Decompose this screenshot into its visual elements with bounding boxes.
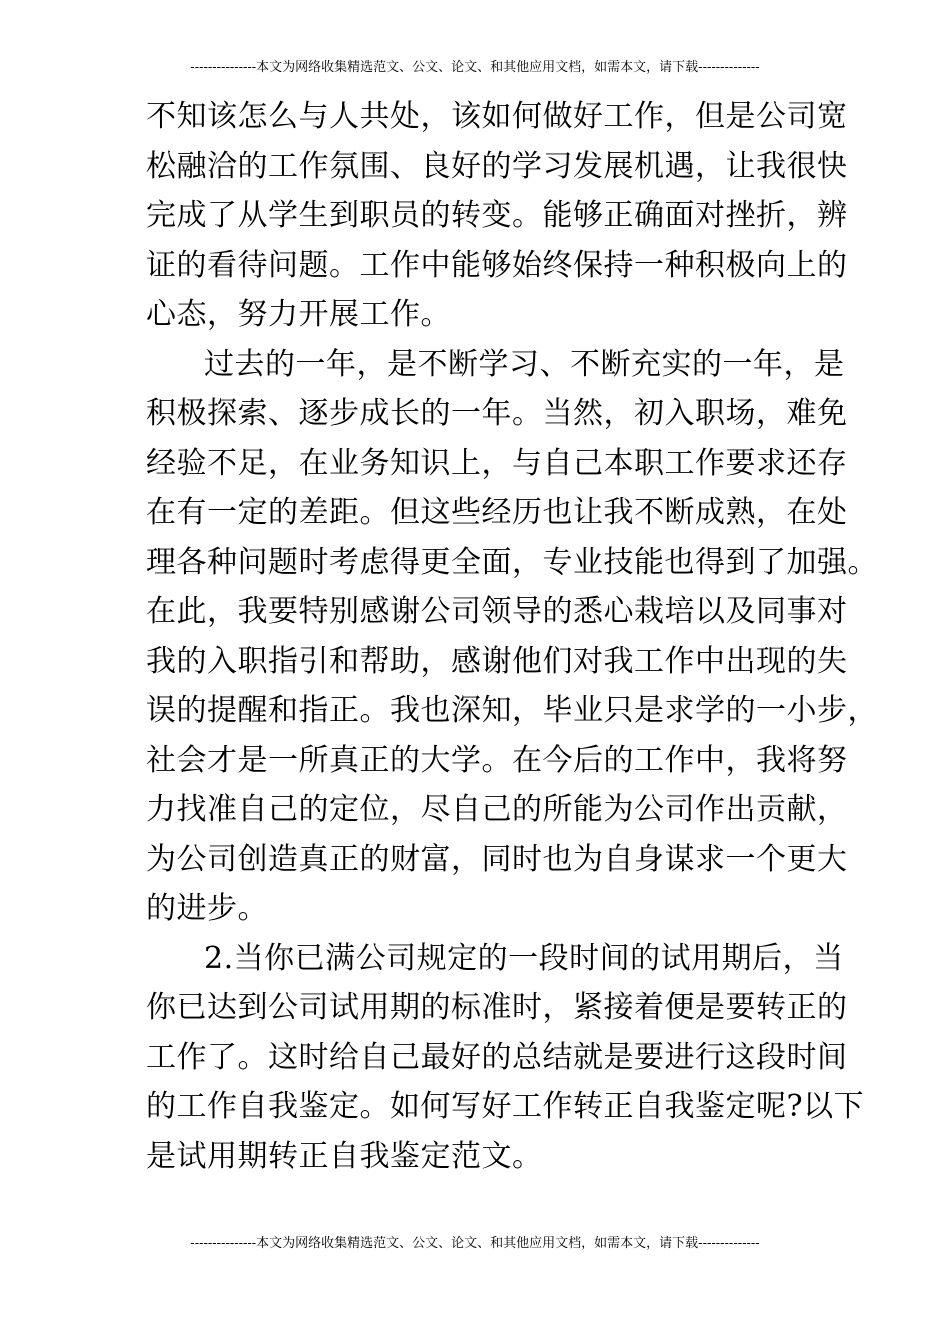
paragraph-start-line: 2.当你已满公司规定的一段时间的试用期后，当 (204, 940, 844, 976)
text-line: 的工作自我鉴定。如何写好工作转正自我鉴定呢?以下 (146, 1089, 865, 1124)
text-line: 我的入职指引和帮助，感谢他们对我工作中出现的失 (146, 643, 848, 679)
text-line: 工作了。这时给自己最好的总结就是要进行这段时间 (146, 1039, 848, 1075)
header-note: ---------------本文为网络收集精选范文、公文、论文、和其他应用文档，如需本文，请下载-------------- (190, 60, 760, 75)
text-line: 力找准自己的定位，尽自己的所能为公司作出贡献， (146, 792, 848, 827)
text-line: 为公司创造真正的财富，同时也为自身谋求一个更大 (146, 841, 848, 877)
text-line: 在此，我要特别感谢公司领导的悉心栽培以及同事对 (146, 594, 848, 629)
text-line: 证的看待问题。工作中能够始终保持一种积极向上的 (146, 247, 848, 283)
document-body (146, 92, 878, 1181)
text-line: 完成了从学生到职员的转变。能够正确面对挫折，辨 (146, 198, 848, 233)
text-line: 不知该怎么与人共处，该如何做好工作，但是公司宽 (146, 99, 848, 134)
paragraph-start-line: 过去的一年，是不断学习、不断充实的一年，是 (204, 346, 845, 382)
text-line: 的进步。 (146, 891, 268, 926)
text-line: 积极探索、逐步成长的一年。当然，初入职场，难免 (146, 396, 848, 431)
text-line: 理各种问题时考虑得更全面，专业技能也得到了加强。 (146, 544, 878, 580)
text-line: 经验不足，在业务知识上，与自己本职工作要求还存 (146, 445, 848, 481)
text-line: 你已达到公司试用期的标准时，紧接着便是要转正的 (146, 990, 848, 1025)
text-line: 误的提醒和指正。我也深知，毕业只是求学的一小步， (146, 693, 878, 728)
footer-note: ---------------本文为网络收集精选范文、公文、论文、和其他应用文档，如需本文，请下载-------------- (190, 1236, 760, 1251)
text-line: 心态，努力开展工作。 (146, 297, 451, 332)
text-line: 在有一定的差距。但这些经历也让我不断成熟，在处 (146, 495, 848, 530)
text-line: 松融洽的工作氛围、良好的学习发展机遇，让我很快 (146, 148, 848, 184)
text-line: 社会才是一所真正的大学。在今后的工作中，我将努 (146, 742, 848, 778)
text-line: 是试用期转正自我鉴定范文。 (146, 1138, 543, 1174)
